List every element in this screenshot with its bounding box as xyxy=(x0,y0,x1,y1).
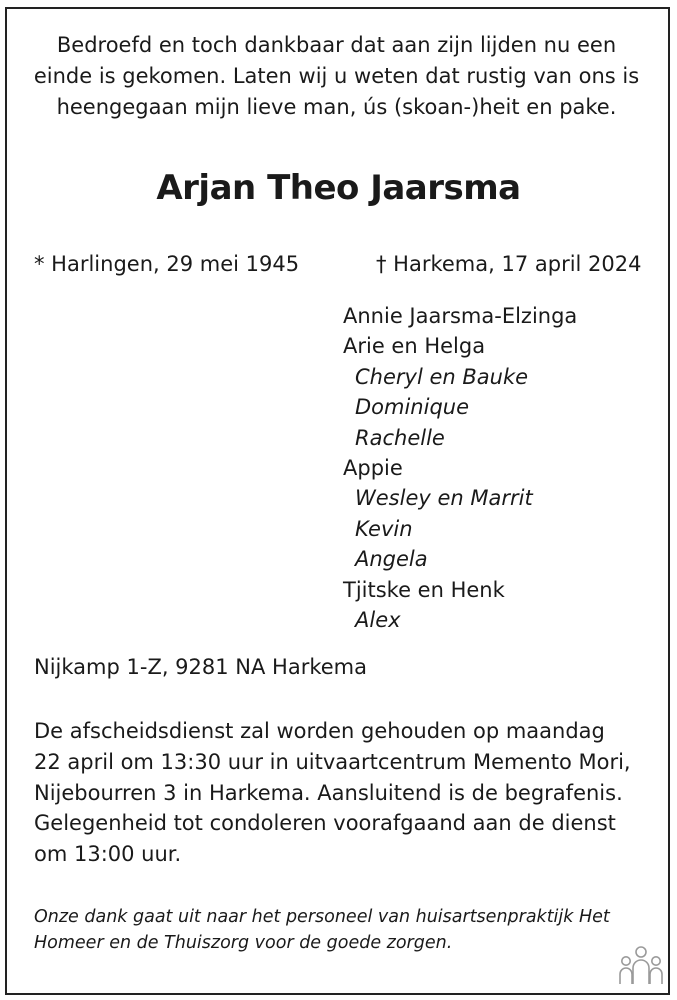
family-member-name: Annie Jaarsma-Elzinga xyxy=(343,304,578,328)
service-line: 22 april om 13:30 uur in uitvaartcentrum Memento Mori, xyxy=(34,749,631,774)
intro-line: einde is gekomen. Laten wij u weten dat rustig van ons is xyxy=(33,64,640,88)
service-line: Gelegenheid tot condoleren voorafgaand aan de dienst xyxy=(34,811,616,836)
grandchild-name: Rachelle xyxy=(355,425,445,450)
thanks-line: Onze dank gaat uit naar het personeel van huisartsenpraktijk Het xyxy=(34,907,610,927)
grandchild-name: Kevin xyxy=(355,516,413,541)
family-people-logo-icon xyxy=(618,944,664,986)
service-line: Nijebourren 3 in Harkema. Aansluitend is de begrafenis. xyxy=(34,780,623,805)
family-member-name: Appie xyxy=(343,455,403,480)
address: Nijkamp 1-Z, 9281 NA Harkema xyxy=(34,655,367,679)
birth-info: * Harlingen, 29 mei 1945 xyxy=(34,252,300,276)
intro-line: heengegaan mijn lieve man, ús (skoan-)heit en pake. xyxy=(56,95,617,119)
grandchild-name: Dominique xyxy=(355,395,470,420)
service-line: om 13:00 uur. xyxy=(34,842,182,867)
death-info: † Harkema, 17 april 2024 xyxy=(376,252,642,276)
family-list xyxy=(343,301,577,635)
thanks-note xyxy=(34,904,610,956)
grandchild-name: Cheryl en Bauke xyxy=(355,364,529,389)
intro-line: Bedroefd en toch dankbaar dat aan zijn lijden nu een xyxy=(56,33,617,57)
thanks-line: Homeer en de Thuiszorg voor de goede zorgen. xyxy=(34,933,453,953)
grandchild-name: Angela xyxy=(355,547,428,572)
grandchild-name: Alex xyxy=(355,607,401,632)
intro-text xyxy=(0,30,673,123)
grandchild-name: Wesley en Marrit xyxy=(355,486,533,511)
service-details xyxy=(34,716,631,870)
deceased-name: Arjan Theo Jaarsma xyxy=(156,168,521,208)
family-member-name: Arie en Helga xyxy=(343,334,486,359)
family-member-name: Tjitske en Henk xyxy=(343,577,505,602)
service-line: De afscheidsdienst zal worden gehouden op maandag xyxy=(34,719,605,743)
